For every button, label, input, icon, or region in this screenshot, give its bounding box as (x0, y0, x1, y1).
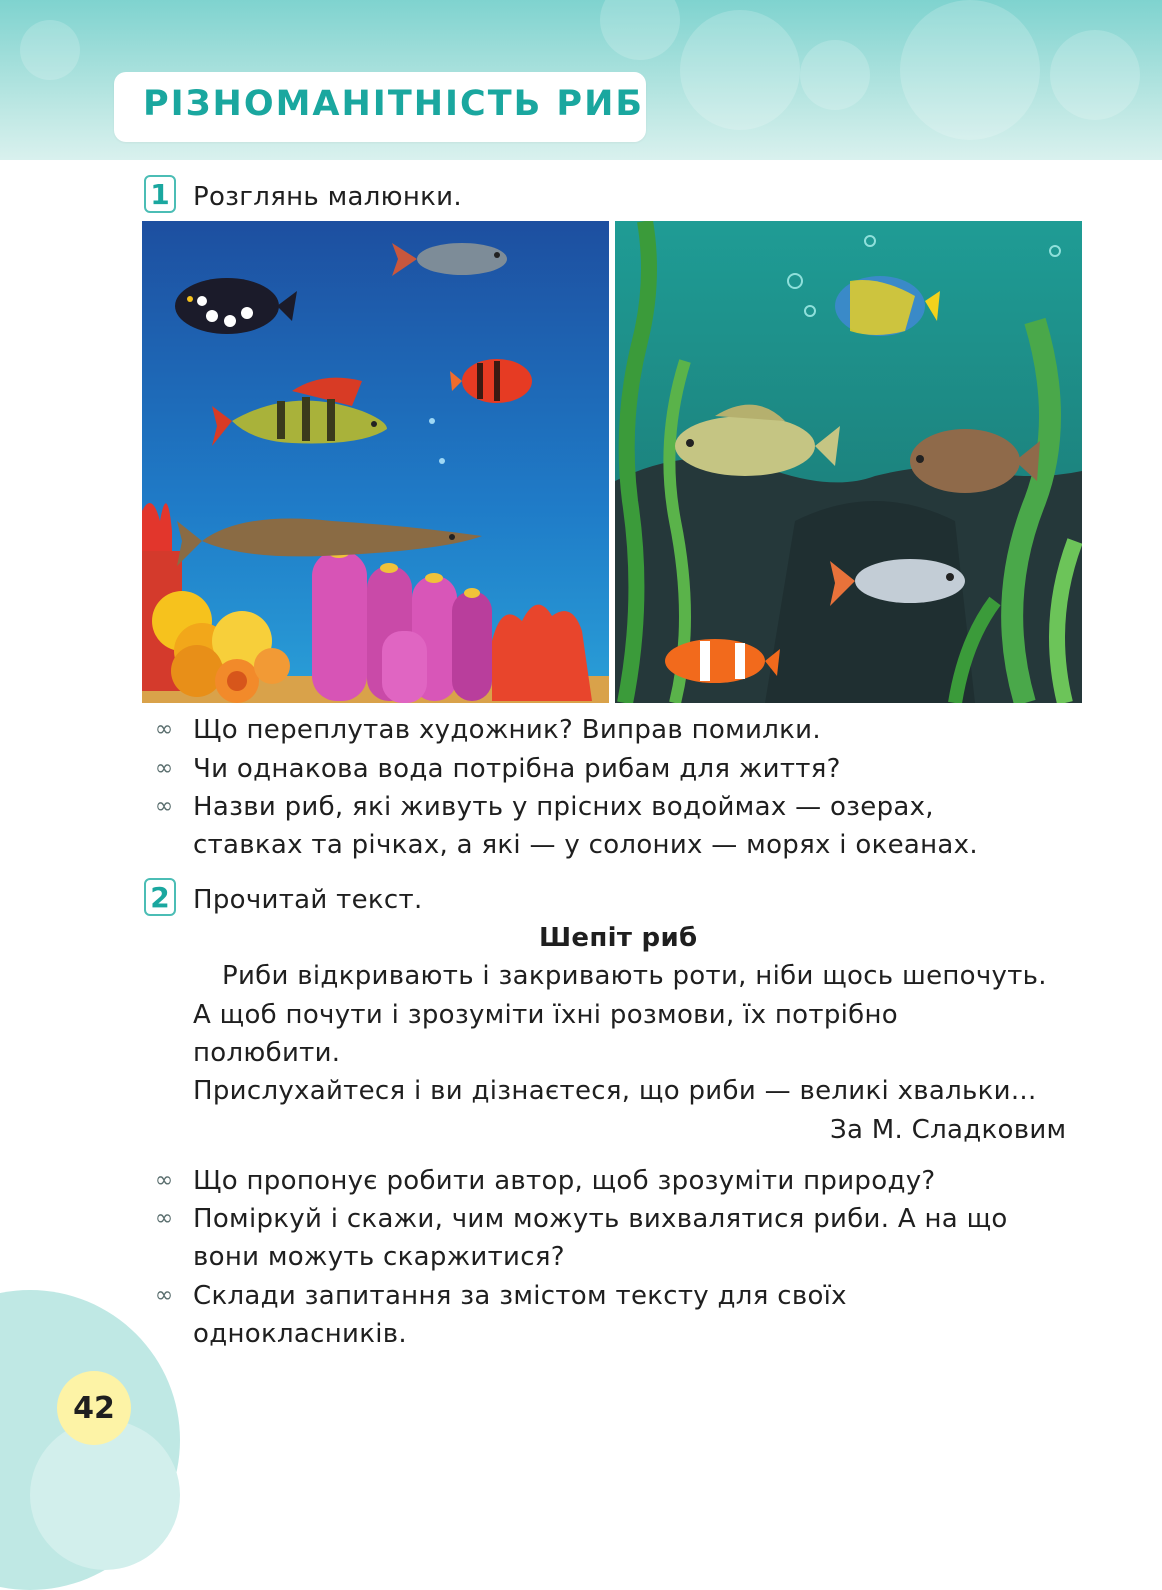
task-2-question-2-line-1: Поміркуй і скажи, чим можуть вихвалятися риби. А на що (193, 1204, 1008, 1234)
story-line-2: А щоб почути і зрозуміти їхні розмови, їх потрібно (193, 1000, 898, 1030)
story-title: Шепіт риб (539, 923, 698, 953)
task-1-instruction: Розглянь малюнки. (193, 182, 462, 212)
bullet-icon: ∞ (154, 756, 174, 781)
task-1-question-2: Чи однакова вода потрібна рибам для життя? (193, 754, 841, 784)
bullet-icon: ∞ (154, 794, 174, 819)
lake-illustration (615, 221, 1082, 703)
task-2-question-1: Що пропонує робити автор, щоб зрозуміти природу? (193, 1166, 936, 1196)
bullet-icon: ∞ (154, 717, 174, 742)
sea-illustration (142, 221, 609, 703)
story-line-1: Риби відкривають і закривають роти, ніби щось шепочуть. (222, 961, 1047, 991)
task-2-question-3-line-1: Склади запитання за змістом тексту для своїх (193, 1281, 847, 1311)
bullet-icon: ∞ (154, 1168, 174, 1193)
task-2-question-3-line-2: однокласників. (193, 1319, 407, 1349)
page-title: РІЗНОМАНІТНІСТЬ РИБ (143, 84, 645, 124)
task-2-badge: 2 (144, 878, 176, 916)
page-number: 42 (57, 1371, 131, 1445)
story-line-3: полюбити. (193, 1038, 341, 1068)
task-1-badge: 1 (144, 175, 176, 213)
task-2-question-2-line-2: вони можуть скаржитися? (193, 1242, 565, 1272)
task-1-question-3-line-2: ставках та річках, а які — у солоних — морях і океанах. (193, 830, 978, 860)
story-line-4: Прислухайтеся і ви дізнаєтеся, що риби — великі хвальки... (193, 1076, 1037, 1106)
task-2-instruction: Прочитай текст. (193, 885, 423, 915)
story-author: За М. Сладковим (830, 1115, 1067, 1145)
bullet-icon: ∞ (154, 1283, 174, 1308)
task-1-question-1: Що переплутав художник? Виправ помилки. (193, 715, 821, 745)
bullet-icon: ∞ (154, 1206, 174, 1231)
task-1-question-3-line-1: Назви риб, які живуть у прісних водоймах — озерах, (193, 792, 934, 822)
